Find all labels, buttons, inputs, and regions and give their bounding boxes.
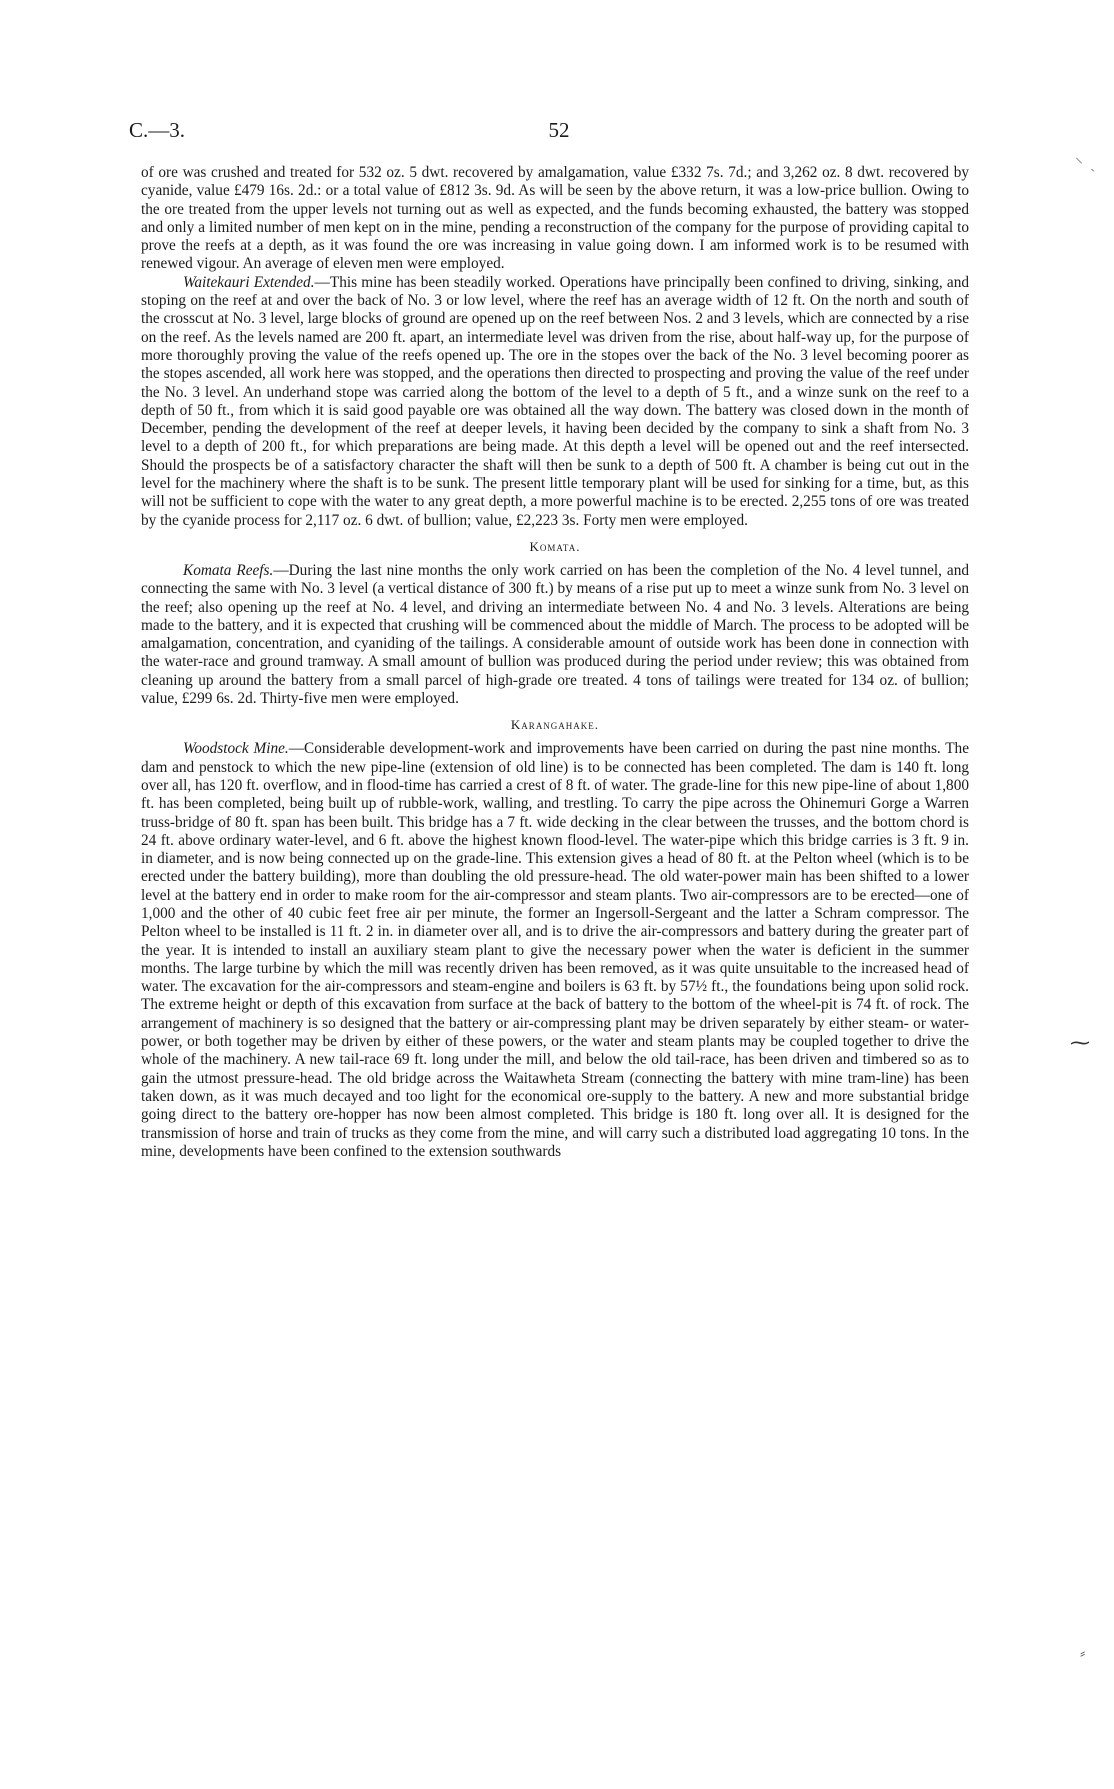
paragraph-continued: of ore was crushed and treated for 532 oz. 5 dwt. recovered by amalgamation, value £332 7s. 7d.; and 3,262 oz. 8 dwt. recovered by cyanide, value £479 16s. 2d.: or a total value of £812 3s. 9d. As will be seen by the above return, it was a low-price bullion. Owing to the ore treated from the upper levels not turning out as well as expected, and the funds becoming exhausted, the battery was stopped and only a limited number of men kept on in the mine, pending a reconstruction of the company for the purpose of providing capital to prove the reefs at a depth, as it was found the ore was increasing in value going down. I am informed work is to be resumed with renewed vigour. An average of eleven men were employed. [141,164,969,273]
scan-mark: ⸗ [1080,1645,1086,1662]
scan-mark: ⸌ [1075,156,1084,173]
page-body [141,164,969,1161]
mine-title: Komata Reefs. [183,561,274,579]
page-number: 52 [548,118,570,142]
scan-mark: ˴ [1090,160,1096,177]
paragraph-komata-reefs [141,562,969,708]
paragraph-woodstock-mine [141,740,969,1161]
mine-title: Waitekauri Extended. [183,273,315,291]
paragraph-text: —Considerable development-work and improvements have been carried on during the past nine months. The dam and penstock to which the new pipe-line (extension of old line) is to be connected has been completed. The dam is 140 ft. long over all, has 120 ft. overflow, and in flood-time has carried a crest of 8 ft. of water. The grade-line for this new pipe-line of about 1,800 ft. has been completed, being built up of rubble-work, walling, and trestling. To carry the pipe across the Ohinemuri Gorge a Warren truss-bridge of 80 ft. span has been built. This bridge has a 7 ft. wide decking in the clear between the trusses, and the bottom chord is 24 ft. above ordinary water-level, and 6 ft. above the highest known flood-level. The water-pipe which this bridge carries is 3 ft. 9 in. in diameter, and is now being connected up on the grade-line. This extension gives a head of 80 ft. at the Pelton wheel (which is to be erected under the battery building), more than doubling the old pressure-head. The old water-power main has been shifted to a lower level at the battery end in order to make room for the air-compressor and steam plants. Two air-compressors are to be erected—one of 1,000 and the other of 40 cubic feet free air per minute, the former an Ingersoll-Sergeant and the latter a Schram compressor. The Pelton wheel to be installed is 11 ft. 2 in. in diameter over all, and is to drive the air-compressors and battery during the greater part of the year. It is intended to install an auxiliary steam plant to give the necessary power when the water is deficient in the summer months. The large turbine by which the mill was recently driven has been removed, as it was quite unsuitable to the increased head of water. The excavation for the air-compressors and steam-engine and boilers is 63 ft. by 57½ ft., the foundations being upon solid rock. The extreme height or depth of this excavation from surface at the back of battery to the bottom of the wheel-pit is 74 ft. of rock. The arrangement of machinery is so designed that the battery or air-compressing plant may be driven separately by either steam- or water-power, or both together may be driven by either of these powers, or the water and steam plants may be coupled together to drive the whole of the machinery. A new tail-race 69 ft. long under the mill, and below the old tail-race, has been driven and timbered so as to gain the utmost pressure-head. The old bridge across the Waitawheta Stream (connecting the battery with mine tram-line) has been taken down, as it was much decayed and too light for the economical ore-supply to the battery. A new and more substantial bridge going direct to the battery ore-hopper has now been almost completed. This bridge is 180 ft. long over all. It is designed for the transmission of horse and train of trucks as they come from the mine, and will carry such a distributed load aggregating 10 tons. In the mine, developments have been confined to the extension southwards [141,740,969,1160]
document-code: C.—3. [129,118,186,142]
paragraph-waitekauri-extended [141,274,969,530]
paragraph-text: —During the last nine months the only work carried on has been the completion of the No. 4 level tunnel, and connecting the same with No. 3 level (a vertical distance of 300 ft.) by means of a rise put up to meet a winze sunk from No. 3 level on the reef; also opening up the reef at No. 4 level, and driving an intermediate between No. 4 and No. 3 levels. Alterations are being made to the battery, and it is expected that crushing will be commenced about the middle of March. The process to be adopted will be amalgamation, concentration, and cyaniding of the tailings. A considerable amount of outside work has been done in connection with the water-race and ground tramway. A small amount of bullion was produced during the period under review; this was obtained from cleaning up around the battery from a small parcel of high-grade ore treated. 4 tons of tailings were treated for 134 oz. of bullion; value, £299 6s. 2d. Thirty-five men were employed. [141,561,969,708]
page-header [129,118,985,146]
mine-title: Woodstock Mine. [183,740,289,758]
paragraph-text: —This mine has been steadily worked. Operations have principally been confined to driving, sinking, and stoping on the reef at and over the back of No. 3 or low level, where the reef has an average width of 12 ft. On the north and south of the crosscut at No. 3 level, large blocks of ground are opened up on the reef between Nos. 2 and 3 levels, which are connected by a rise on the reef. As the levels named are 200 ft. apart, an intermediate level was driven from the rise, about half-way up, for the purpose of more thoroughly proving the value of the reefs opened up. The ore in the stopes over the back of the No. 3 level becoming poorer as the stopes ascended, all work here was stopped, and the operations then directed to prospecting and proving the value of the reef under the No. 3 level. An underhand stope was carried along the bottom of the level to a depth of 5 ft., and a winze sunk on the reef to a depth of 50 ft., from which it is said good payable ore was obtained all the way down. The battery was closed down in the month of December, pending the development of the reef at deeper levels, it having been decided by the company to sink a shaft from No. 3 level to a depth of 200 ft., for which preparations are being made. At this depth a level will be opened out and the reef intersected. Should the prospects be of a satisfactory character the shaft will then be sunk to a depth of 500 ft. A chamber is being cut out in the level for the machinery where the shaft is to be sunk. The present little temporary plant will be used for sinking for a time, but, as this will not be sufficient to cope with the water to any great depth, a more powerful machine is to be erected. 2,255 tons of ore was treated by the cyanide process for 2,117 oz. 6 dwt. of bullion; value, £2,223 3s. Forty men were employed. [141,273,970,529]
section-heading-komata: Komata. [529,538,581,554]
section-heading-karangahake: Karangahake. [510,717,600,733]
scan-mark: ⁓ [1070,1032,1090,1054]
